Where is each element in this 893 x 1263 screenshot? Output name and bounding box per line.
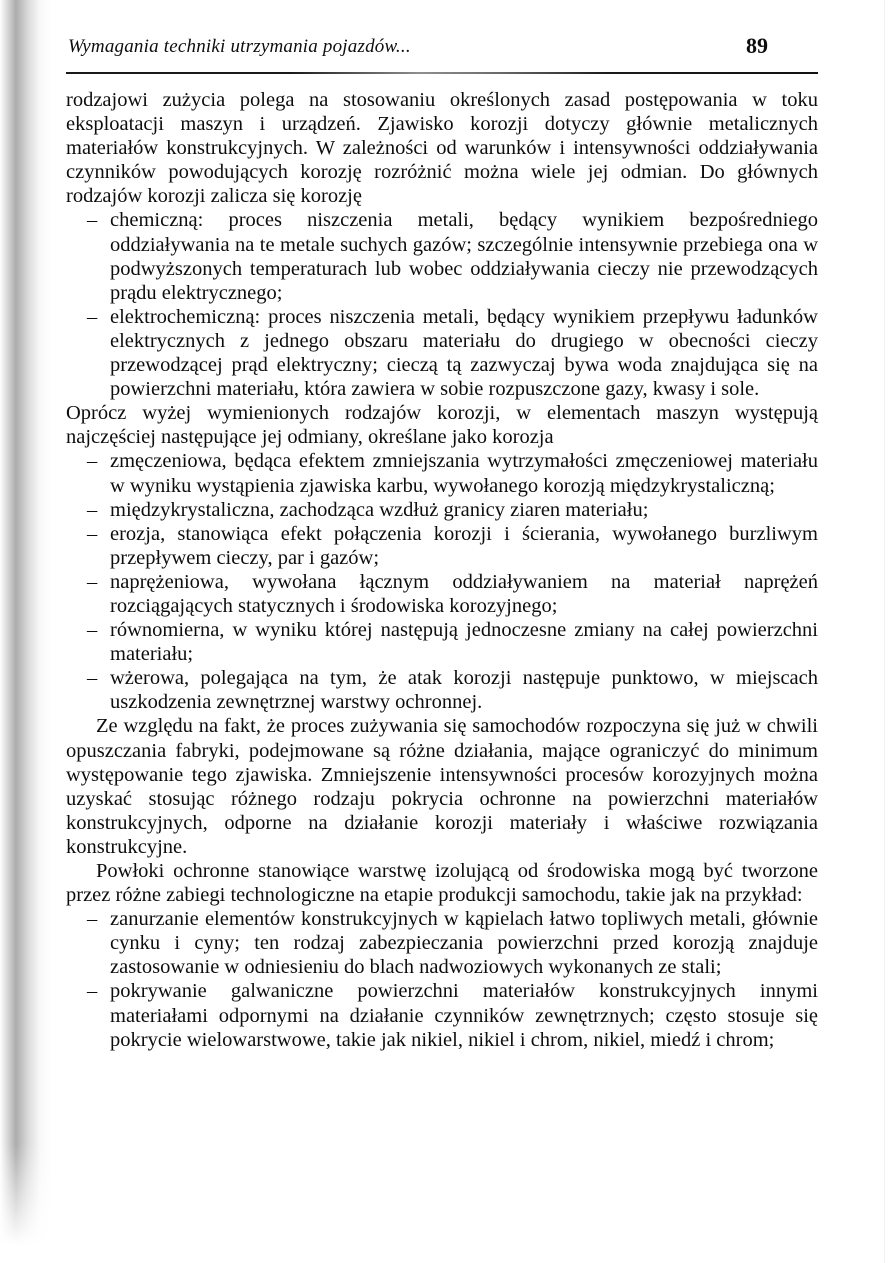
list-item-text: równomierna, w wyniku której następują jednoczesne zmiany na całej powierzchni materiału; [110,619,818,666]
dash-marker: – [87,908,98,931]
corrosion-variants-list [66,449,818,714]
list-item-text: naprężeniowa, wywołana łącznym oddziaływaniem na materiał naprężeń rozciągających statycznych i środowiska korozyjnego; [110,570,818,617]
list-item [66,305,818,401]
list-item [66,522,818,570]
dash-marker: – [87,209,98,232]
list-item [66,979,818,1051]
scan-gutter-shadow-fade [0,1143,52,1263]
dash-marker: – [87,305,98,328]
paragraph-4: Powłoki ochronne stanowiące warstwę izolującą od środowiska mogą być tworzone przez różne zabiegi technologiczne na etapie produkcji samochodu, takie jak na przykład: [66,860,818,907]
list-item-text: pokrywanie galwaniczne powierzchni materiałów konstrukcyjnych innymi materiałami odpornymi na działanie czynników zewnętrznych; często stosuje się pokrycie wielowarstwowe, takie jak nikiel, nikiel i chrom, nikiel, miedź i chrom; [110,980,818,1051]
protective-coatings-list [66,907,818,1052]
dash-marker: – [87,450,98,473]
list-item-text: erozja, stanowiąca efekt połączenia korozji i ścierania, wywołanego burzliwym przepływem cieczy, par i gazów; [110,522,818,569]
body-text [66,88,818,1052]
list-item-text: elektrochemiczną: proces niszczenia metali, będący wynikiem przepływu ładunków elektrycznych z jednego obszaru materiału do drugiego w obecności cieczy przewodzącej prąd elektryczny; cieczą tą zazwyczaj bywa woda znajdująca się na powierzchni materiału, która zawiera w sobie rozpuszczone gazy, kwasy i sole. [110,305,818,401]
paragraph-3: Ze względu na fakt, że proces zużywania się samochodów rozpoczyna się już w chwili opuszczania fabryki, podejmowane są różne działania, mające ograniczyć do minimum występowanie tego zjawiska. Zmniejszenie intensywności procesów korozyjnych można uzyskać stosując różnego rodzaju pokrycia ochronne na powierzchni materiałów konstrukcyjnych, odporne na działanie korozji materiały i właściwe rozwiązania konstrukcyjne. [66,715,818,858]
dash-marker: – [87,522,98,545]
scan-gutter-shadow [0,0,52,1245]
list-item-text: zanurzanie elementów konstrukcyjnych w kąpielach łatwo topliwych metali, głównie cynku i cyny; ten rodzaj zabezpieczania powierzchni przed korozją znajduje zastosowanie w odniesieniu do blach nadwoziowych wykonanych ze stali; [110,908,818,979]
list-item-text: międzykrystaliczna, zachodząca wzdłuż granicy ziaren materiału; [110,498,649,521]
corrosion-types-list [66,208,818,401]
list-item [66,666,818,714]
list-item [66,570,818,618]
list-item-text: wżerowa, polegająca na tym, że atak korozji następuje punktowo, w miejscach uszkodzenia zewnętrznej warstwy ochronnej. [110,667,818,714]
list-item [66,449,818,497]
running-head-rule [66,72,818,74]
running-head-title: Wymagania techniki utrzymania pojazdów... [68,36,411,57]
list-item [66,208,818,304]
list-item [66,907,818,979]
dash-marker: – [87,667,98,690]
list-item-text: zmęczeniowa, będąca efektem zmniejszania wytrzymałości zmęczeniowej materiału w wyniku wystąpienia zjawiska karbu, wywołanego korozją międzykrystaliczną; [110,450,818,497]
dash-marker: – [87,619,98,642]
scan-right-edge-line [884,0,885,1263]
list-item [66,618,818,666]
list-item-text: chemiczną: proces niszczenia metali, będący wynikiem bezpośredniego oddziaływania na te metale suchych gazów; szczególnie intensywnie przebiega ona w podwyższonych temperaturach lub wobec oddziaływania cieczy nie przewodzących prądu elektrycznego; [110,209,818,304]
page-number: 89 [746,33,768,58]
dash-marker: – [87,498,98,521]
paragraph-1: rodzajowi zużycia polega na stosowaniu określonych zasad postępowania w toku eksploatacji maszyn i urządzeń. Zjawisko korozji dotyczy głównie metalicznych materiałów konstrukcyjnych. W zależności od warunków i intensywności oddziaływania czynników powodujących korozję rozróżnić można wiele jej odmian. Do głównych rodzajów korozji zalicza się korozję [66,89,818,208]
dash-marker: – [87,570,98,593]
paragraph-2: Oprócz wyżej wymienionych rodzajów korozji, w elementach maszyn występują najczęściej następujące jej odmiany, określane jako korozja [66,402,818,449]
page-content [66,0,820,1051]
list-item [66,498,818,522]
dash-marker: – [87,980,98,1003]
running-head [66,0,820,58]
